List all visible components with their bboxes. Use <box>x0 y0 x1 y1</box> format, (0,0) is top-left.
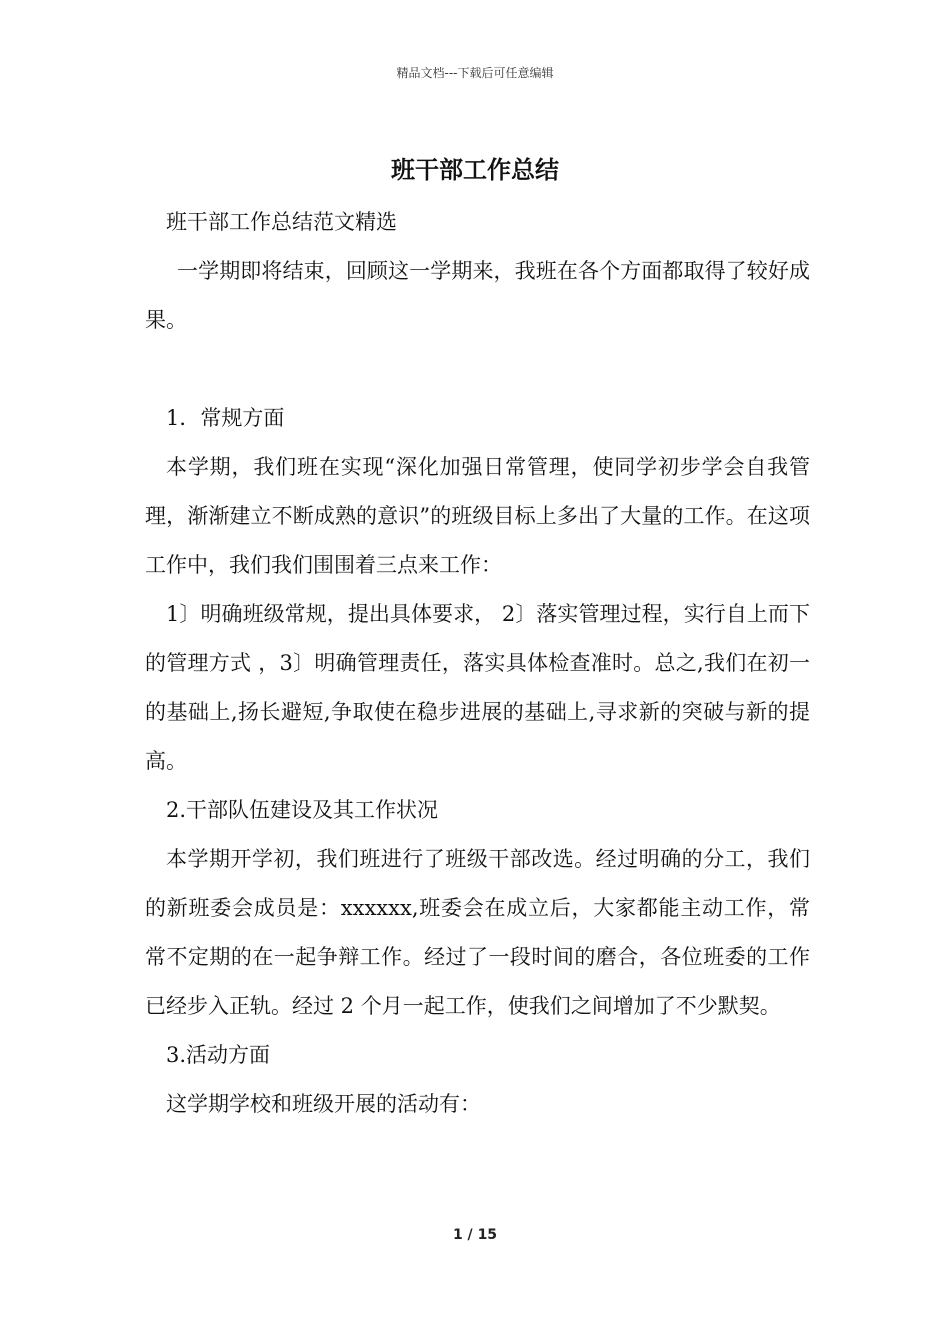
section-heading-cadres: 2.干部队伍建设及其工作状况 <box>166 798 439 822</box>
paragraph-spacer <box>145 345 810 394</box>
document-title: 班干部工作总结 <box>391 155 559 184</box>
page-number <box>0 1227 950 1243</box>
page-total: 15 <box>477 1227 498 1243</box>
page-separator: / <box>462 1227 478 1243</box>
document-body <box>145 198 810 1129</box>
paragraph-routine: 本学期，我们班在实现“深化加强日常管理，使同学初步学会自我管理，渐渐建立不断成熟的意识”的班级目标上多出了大量的工作。在这项工作中，我们我们围围着三点来工作： <box>145 455 810 577</box>
section-heading-routine: 1．常规方面 <box>166 406 285 430</box>
page-header: 精品文档---下载后可任意编辑 <box>396 66 554 80</box>
document-subtitle: 班干部工作总结范文精选 <box>166 210 397 234</box>
paragraph-intro: 一学期即将结束，回顾这一学期来，我班在各个方面都取得了较好成果。 <box>145 259 810 332</box>
paragraph-activities: 这学期学校和班级开展的活动有： <box>166 1092 481 1116</box>
paragraph-cadres: 本学期开学初，我们班进行了班级干部改选。经过明确的分工，我们的新班委会成员是：xxxxxx,班委会在成立后，大家都能主动工作，常常不定期的在一起争辩工作。经过了一段时间的磨合，各位班委的工作已经步入正轨。经过 2 个月一起工作，使我们之间增加了不少默契。 <box>145 847 810 1018</box>
paragraph-routine-points: 1〕明确班级常规，提出具体要求， 2〕落实管理过程，实行自上而下的管理方式 ，3〕明确管理责任，落实具体检查准时。总之,我们在初一的基础上,扬长避短,争取使在稳步进展的基础上,寻求新的突破与新的提高。 <box>145 602 810 773</box>
page-current: 1 <box>452 1227 463 1243</box>
section-heading-activities: 3.活动方面 <box>166 1043 271 1067</box>
